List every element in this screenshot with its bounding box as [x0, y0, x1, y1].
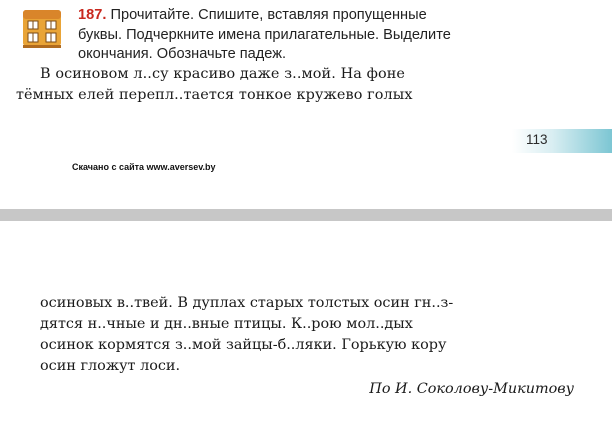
page-number-tab — [512, 129, 612, 153]
exercise-text-part2 — [40, 293, 582, 377]
text-line: осинок кормятся з..мой зайцы-б..ляки. Горькую кору — [40, 337, 447, 353]
page-divider — [0, 209, 612, 221]
task-text-line1: Прочитайте. Спишите, вставляя пропущенные — [110, 7, 427, 23]
text-line: дятся н..чные и дн..вные птицы. К..рою мол..дых — [40, 316, 413, 332]
task-text-line3: окончания. Обозначьте падеж. — [78, 46, 287, 62]
source-note: Скачано с сайта www.aversev.by — [72, 162, 216, 172]
text-line: осин гложут лоси. — [40, 358, 181, 374]
task-instruction — [78, 6, 578, 65]
task-text-line2: буквы. Подчеркните имена прилагательные. Выделите — [78, 26, 451, 43]
house-icon — [20, 6, 64, 50]
page-number: 113 — [526, 132, 548, 147]
author-attribution: По И. Соколову-Микитову — [369, 381, 574, 397]
text-line: В осиновом л..су красиво даже з..мой. На фоне — [40, 66, 406, 82]
task-number: 187. — [78, 7, 107, 23]
text-line: тёмных елей перепл..тается тонкое кружево голых — [16, 87, 413, 103]
exercise-text-part1 — [16, 64, 598, 106]
text-line: осиновых в..твей. В дуплах старых толстых осин гн..з- — [40, 295, 454, 311]
